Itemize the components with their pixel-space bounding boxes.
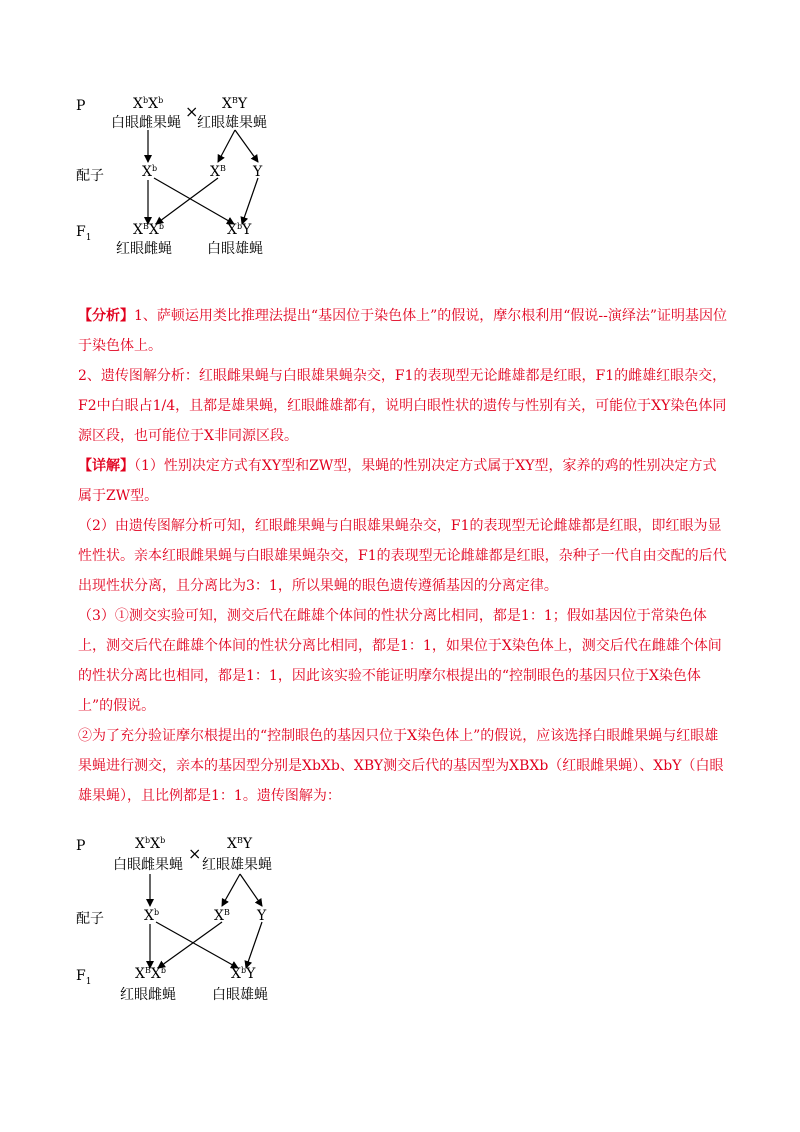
- female-parent-name: 白眼雌果蝇: [111, 115, 181, 131]
- f1-male-name: 白眼雄蝇: [207, 241, 263, 257]
- cross-arrows: [70, 836, 310, 1016]
- male-parent-name: 红眼雄果蝇: [202, 857, 272, 873]
- gamete-y: Y: [257, 908, 267, 924]
- arrow-y-to-f1-male: [246, 922, 262, 968]
- label-gamete: 配子: [76, 168, 104, 184]
- f1-female-name: 红眼雌蝇: [120, 987, 176, 1003]
- arrow-male-parent-to-y: [240, 874, 262, 906]
- arrow-male-parent-to-xB: [218, 130, 235, 162]
- gamete-xb: $X^b$: [144, 908, 160, 924]
- cross-symbol: ×: [185, 102, 199, 121]
- detail-paragraph-3: （3）①测交实验可知，测交后代在雌雄个体间的性状分离比相同，都是1：1；假如基因位于常染色体上，测交后代在雌雄个体间的性状分离比相同，都是1：1，如果位于X染色体上，测交后代在雌雄个体间的性状分离比也相同，都是1：1，因此该实验不能证明摩尔根提出的“控制眼色的基因只位于X染色体上”的假说。: [78, 608, 722, 714]
- detail-paragraph-4: ②为了充分验证摩尔根提出的“控制眼色的基因只位于X染色体上”的假说，应该选择白眼雌果蝇与红眼雄果蝇进行测交，亲本的基因型分别是XbXb、XBY测交后代的基因型为XBXb（红眼雌果蝇）、XbY（白眼雄果蝇），且比例都是1：1。遗传图解为：: [78, 728, 724, 804]
- arrow-male-parent-to-xB: [222, 874, 240, 906]
- label-f1: $F_1$: [76, 224, 92, 243]
- analysis-label: 【分析】: [78, 308, 134, 324]
- f1-male-genotype: $X^bY$: [231, 966, 256, 982]
- label-gamete: 配子: [76, 911, 104, 927]
- solution-text: [78, 301, 728, 811]
- gamete-xB: $X^B$: [214, 908, 230, 924]
- male-parent-name: 红眼雄果蝇: [197, 115, 267, 131]
- female-parent-genotype: $X^bX^b$: [133, 96, 164, 112]
- gamete-xB: $X^B$: [210, 164, 226, 180]
- label-p: P: [76, 98, 86, 114]
- analysis-paragraph-1: 【分析】1、萨顿运用类比推理法提出“基因位于染色体上”的假说，摩尔根利用“假说--演绎法”证明基因位于染色体上。: [78, 308, 727, 354]
- genetic-cross-diagram-bottom: [70, 836, 310, 1016]
- male-parent-genotype: $X^BY$: [227, 836, 253, 852]
- detail-paragraph-2: （2）由遗传图解分析可知，红眼雌果蝇与白眼雄果蝇杂交，F1的表现型无论雌雄都是红眼，即红眼为显性性状。亲本红眼雌果蝇与白眼雄果蝇杂交，F1的表现型无论雌雄都是红眼，杂种子一代自由交配的后代出现性状分离，且分离比为3：1，所以果蝇的眼色遗传遵循基因的分离定律。: [78, 518, 727, 594]
- male-parent-genotype: $X^BY$: [222, 96, 248, 112]
- detail-label: 【详解】: [78, 458, 134, 474]
- female-parent-name: 白眼雌果蝇: [113, 857, 183, 873]
- f1-male-genotype: $X^bY$: [227, 222, 252, 238]
- f1-female-genotype: $X^BX^b$: [135, 966, 166, 982]
- detail-paragraph-1: 【详解】（1）性别决定方式有XY型和ZW型，果蝇的性别决定方式属于XY型，家养的鸡的性别决定方式属于ZW型。: [78, 458, 717, 504]
- arrow-y-to-f1-male: [242, 178, 258, 224]
- arrow-male-parent-to-y: [235, 130, 258, 162]
- label-f1: $F_1$: [76, 968, 92, 987]
- gamete-y: Y: [253, 164, 263, 180]
- gamete-xb: $X^b$: [142, 164, 158, 180]
- f1-male-name: 白眼雄蝇: [212, 987, 268, 1003]
- analysis-paragraph-2: 2、遗传图解分析：红眼雌果蝇与白眼雄果蝇杂交，F1的表现型无论雌雄都是红眼，F1的雌雄红眼杂交，F2中白眼占1/4，且都是雄果蝇，红眼雌雄都有，说明白眼性状的遗传与性别有关，可能位于XY染色体同源区段，也可能位于X非同源区段。: [78, 368, 727, 444]
- female-parent-genotype: $X^bX^b$: [135, 836, 166, 852]
- cross-symbol: ×: [188, 844, 202, 863]
- genetic-cross-diagram-top: [70, 92, 310, 272]
- f1-female-name: 红眼雌蝇: [116, 241, 172, 257]
- label-p: P: [76, 838, 86, 854]
- f1-female-genotype: $X^BX^b$: [133, 222, 164, 238]
